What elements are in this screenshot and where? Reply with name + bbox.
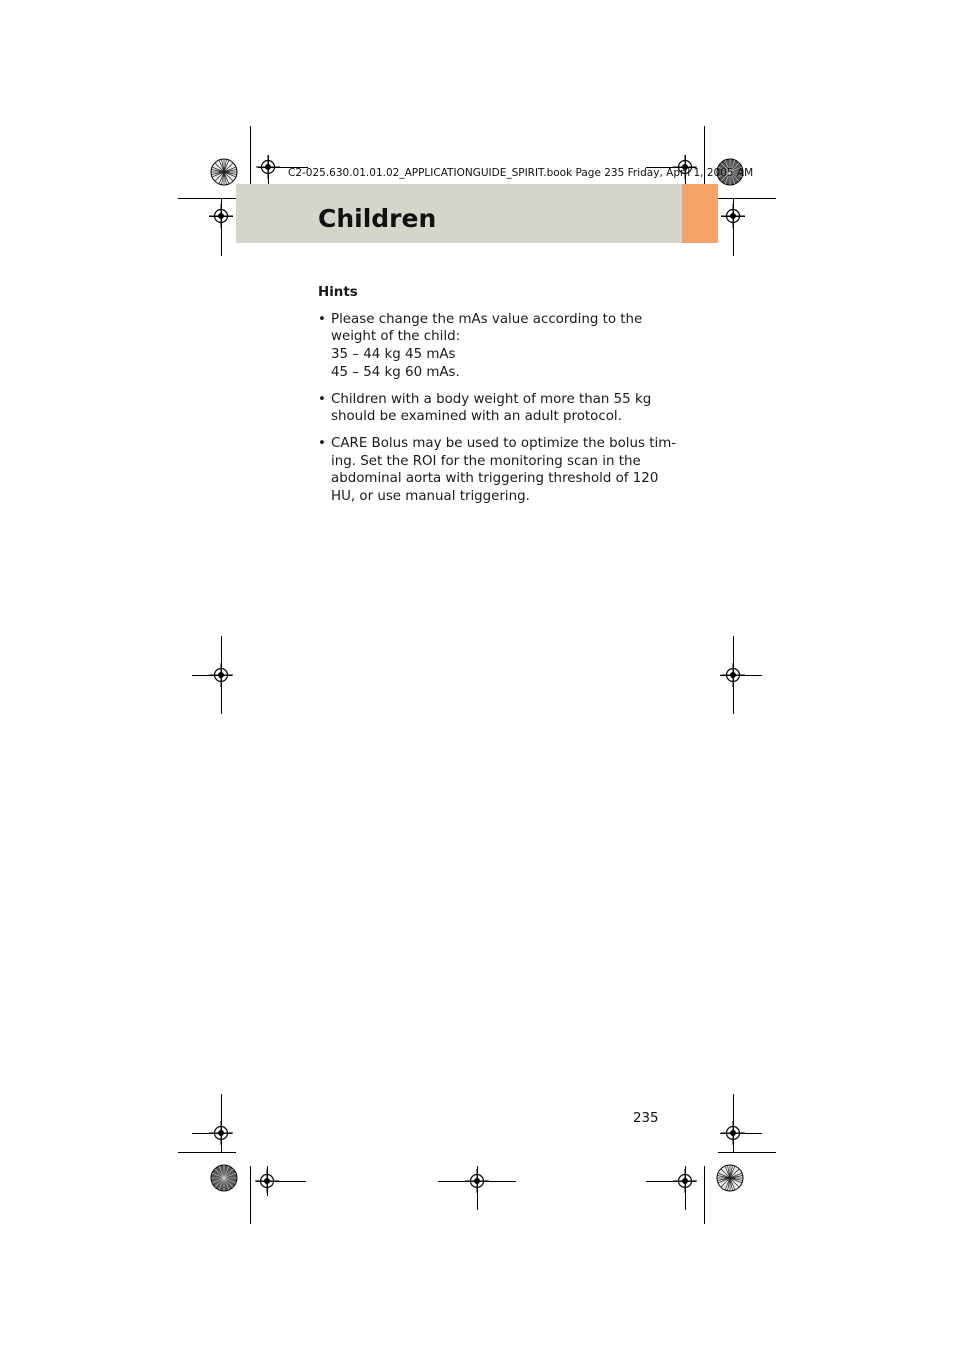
list-item-line: Children with a body weight of more than 55 kg bbox=[331, 391, 652, 407]
bullet-icon: • bbox=[318, 311, 326, 327]
density-wheel-bottom-right-icon bbox=[716, 1164, 744, 1192]
list-item-line: 45 – 54 kg 60 mAs. bbox=[331, 364, 460, 380]
chapter-tab bbox=[682, 184, 718, 243]
hints-heading: Hints bbox=[318, 285, 358, 300]
crop-line-bottom-right-horizontal bbox=[718, 1152, 776, 1153]
list-item-line: ing. Set the ROI for the monitoring scan in the bbox=[331, 453, 641, 469]
crop-line-bottom-left-horizontal bbox=[178, 1152, 236, 1153]
list-item-line: should be examined with an adult protocol. bbox=[331, 409, 622, 425]
list-item-line: HU, or use manual triggering. bbox=[331, 489, 530, 505]
crop-line-top-left-horizontal bbox=[178, 198, 236, 199]
density-wheel-top-left-icon bbox=[210, 158, 238, 186]
content-body bbox=[318, 284, 677, 515]
list-item bbox=[318, 311, 658, 382]
crop-line-top-left-vertical bbox=[250, 126, 251, 184]
density-wheel-bottom-left-icon bbox=[210, 1164, 238, 1192]
crop-line-bottom-right-vertical bbox=[704, 1166, 705, 1224]
list-item-line: 35 – 44 kg 45 mAs bbox=[331, 347, 456, 363]
bullet-icon: • bbox=[318, 391, 326, 407]
crop-line-top-right-horizontal bbox=[718, 198, 776, 199]
page-number: 235 bbox=[633, 1111, 659, 1126]
list-item-line: abdominal aorta with triggering threshold of 120 bbox=[331, 471, 659, 487]
list-item bbox=[318, 391, 658, 426]
list-item-line: Please change the mAs value according to the bbox=[331, 311, 643, 327]
list-item-line: CARE Bolus may be used to optimize the bolus tim- bbox=[331, 435, 677, 451]
bullet-icon: • bbox=[318, 435, 326, 451]
title-band bbox=[236, 184, 682, 243]
list-item-line: weight of the child: bbox=[331, 329, 461, 345]
page-title: Children bbox=[318, 204, 437, 233]
list-item bbox=[318, 435, 677, 506]
print-slug-line: C2-025.630.01.01.02_APPLICATIONGUIDE_SPIRIT.book Page 235 Friday, April 1, 2005 AM bbox=[288, 167, 754, 179]
crop-line-bottom-left-vertical bbox=[250, 1166, 251, 1224]
